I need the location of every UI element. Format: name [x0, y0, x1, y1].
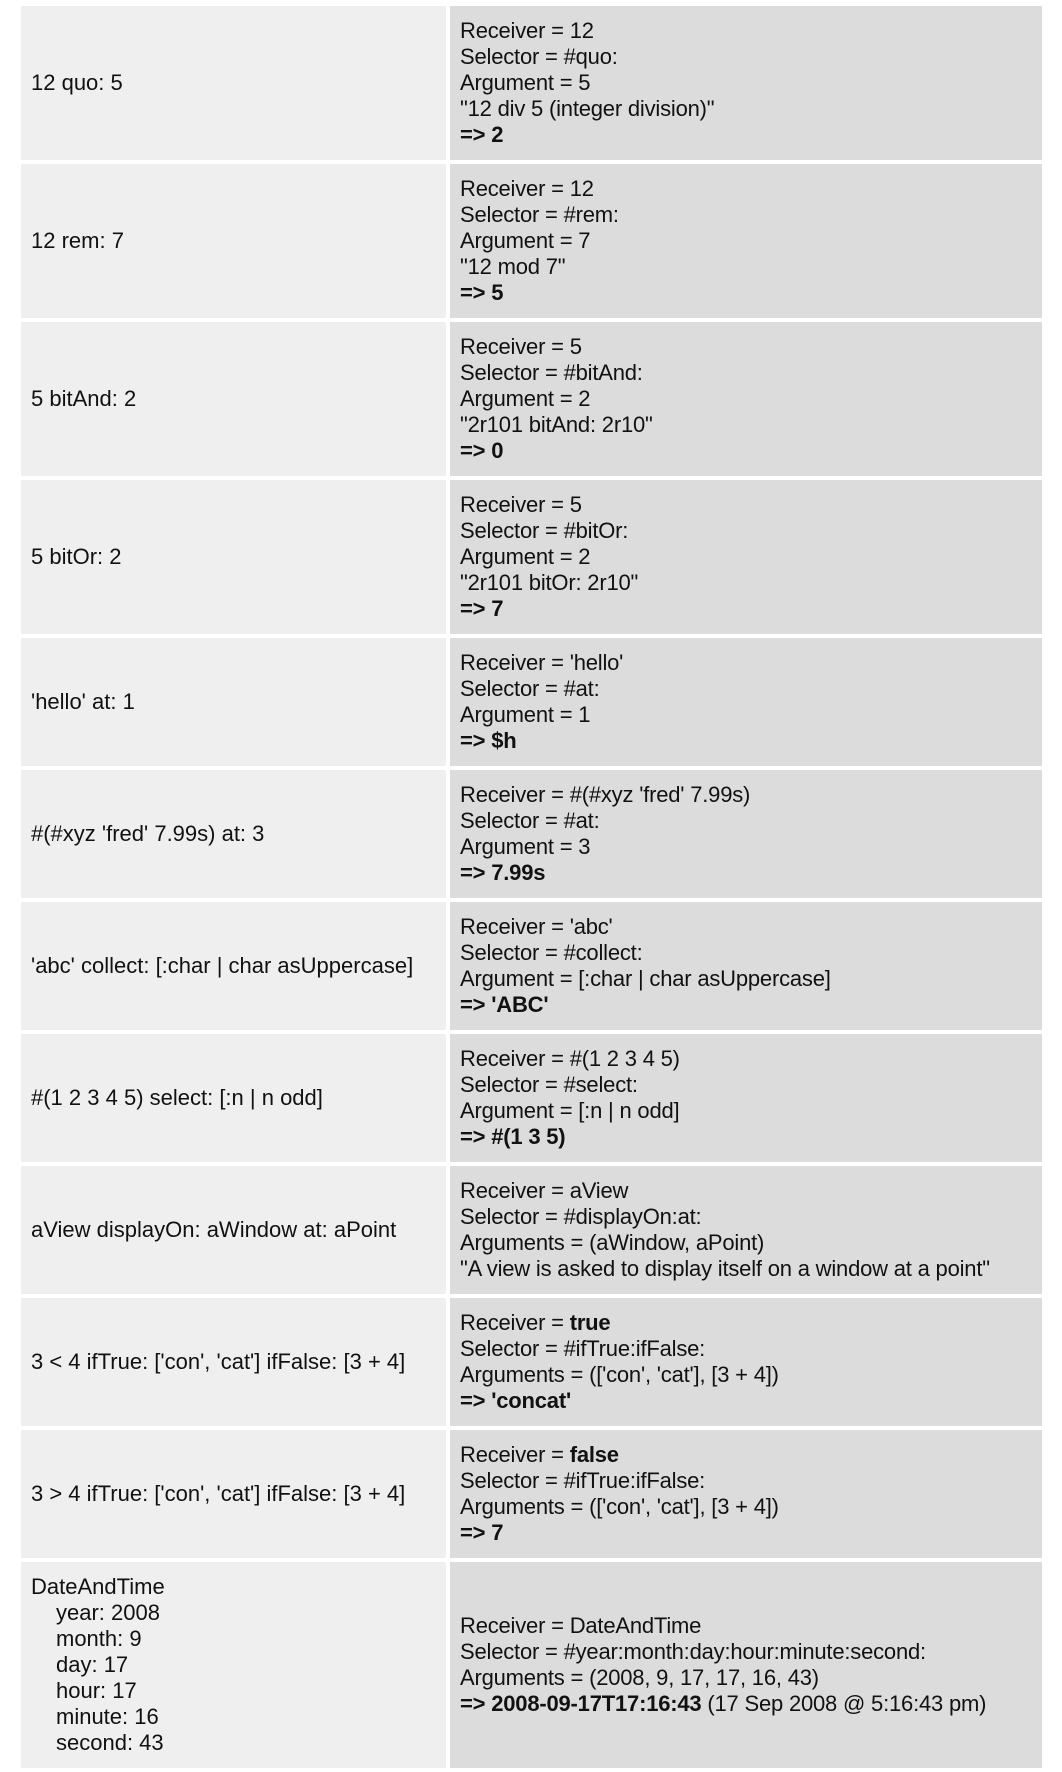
receiver-value: 'hello' — [569, 650, 624, 675]
expression-line: 3 > 4 ifTrue: ['con', 'cat'] ifFalse: [3 + 4] — [31, 1481, 406, 1506]
result-prefix: => — [460, 1691, 492, 1716]
argument-line — [460, 1098, 1032, 1124]
expression-cell — [21, 902, 446, 1030]
comment-text: "2r101 bitOr: 2r10" — [460, 570, 639, 595]
receiver-label: Receiver = — [460, 914, 570, 939]
table-row — [21, 480, 1042, 634]
table-row — [21, 6, 1042, 160]
argument-line — [460, 834, 1032, 860]
message-detail-cell — [450, 1562, 1042, 1768]
expression-cell — [21, 480, 446, 634]
argument-line — [460, 1494, 1032, 1520]
selector-value: #quo: — [563, 44, 618, 69]
argument-label: Argument = — [460, 966, 579, 991]
argument-value: (2008, 9, 17, 17, 16, 43) — [589, 1665, 819, 1690]
receiver-value: true — [569, 1310, 611, 1335]
result-prefix: => — [460, 992, 492, 1017]
expression-cell — [21, 638, 446, 766]
receiver-label: Receiver = — [460, 1178, 570, 1203]
argument-line — [460, 228, 1032, 254]
selector-label: Selector = — [460, 808, 564, 833]
expression-cell — [21, 770, 446, 898]
result-value: 2008-09-17T17:16:43 — [491, 1691, 702, 1716]
result-note: (17 Sep 2008 @ 5:16:43 pm) — [701, 1691, 987, 1716]
expression-line: 3 < 4 ifTrue: ['con', 'cat'] ifFalse: [3 + 4] — [31, 1349, 406, 1374]
argument-value: 2 — [578, 544, 591, 569]
selector-value: #ifTrue:ifFalse: — [563, 1468, 706, 1493]
selector-line — [460, 1204, 1032, 1230]
receiver-value: #(#xyz 'fred' 7.99s) — [569, 782, 751, 807]
selector-line — [460, 202, 1032, 228]
selector-value: #at: — [563, 808, 600, 833]
result-prefix: => — [460, 1124, 492, 1149]
expression-line: #(#xyz 'fred' 7.99s) at: 3 — [31, 821, 265, 846]
expression-line: 12 rem: 7 — [31, 228, 124, 253]
expression-line: day: 17 — [56, 1652, 129, 1677]
receiver-value: 12 — [569, 176, 594, 201]
result-line — [460, 596, 1032, 622]
argument-label: Argument = — [460, 228, 579, 253]
result-value: 'concat' — [491, 1388, 571, 1413]
selector-label: Selector = — [460, 1204, 564, 1229]
selector-line — [460, 676, 1032, 702]
comment-text: "2r101 bitAnd: 2r10" — [460, 412, 653, 437]
receiver-label: Receiver = — [460, 334, 570, 359]
table-row — [21, 1298, 1042, 1426]
result-line — [460, 992, 1032, 1018]
argument-label: Arguments = — [460, 1362, 590, 1387]
selector-line — [460, 808, 1032, 834]
expression-line: month: 9 — [56, 1626, 142, 1651]
result-value: 5 — [491, 280, 504, 305]
expression-cell — [21, 1562, 446, 1768]
argument-line — [460, 1362, 1032, 1388]
result-value: 'ABC' — [491, 992, 549, 1017]
selector-value: #rem: — [563, 202, 619, 227]
result-prefix: => — [460, 1520, 492, 1545]
selector-label: Selector = — [460, 940, 564, 965]
selector-label: Selector = — [460, 202, 564, 227]
receiver-value: 'abc' — [569, 914, 613, 939]
receiver-value: 5 — [569, 492, 582, 517]
message-detail-cell — [450, 1298, 1042, 1426]
receiver-label: Receiver = — [460, 1046, 570, 1071]
selector-value: #year:month:day:hour:minute:second: — [563, 1639, 926, 1664]
selector-line — [460, 518, 1032, 544]
comment-line — [460, 254, 1032, 280]
receiver-line — [460, 782, 1032, 808]
argument-label: Argument = — [460, 1098, 579, 1123]
message-detail-cell — [450, 6, 1042, 160]
selector-value: #ifTrue:ifFalse: — [563, 1336, 706, 1361]
table-row — [21, 638, 1042, 766]
result-prefix: => — [460, 1388, 492, 1413]
selector-label: Selector = — [460, 1072, 564, 1097]
receiver-value: false — [569, 1442, 619, 1467]
expression-line: 'abc' collect: [:char | char asUppercase] — [31, 953, 414, 978]
receiver-label: Receiver = — [460, 1310, 570, 1335]
expression-line: 'hello' at: 1 — [31, 689, 135, 714]
receiver-line — [460, 492, 1032, 518]
receiver-value: #(1 2 3 4 5) — [569, 1046, 680, 1071]
message-detail-cell — [450, 770, 1042, 898]
comment-text: "12 div 5 (integer division)" — [460, 96, 715, 121]
argument-line — [460, 386, 1032, 412]
receiver-value: 12 — [569, 18, 594, 43]
result-prefix: => — [460, 860, 492, 885]
selector-line — [460, 1468, 1032, 1494]
message-detail-cell — [450, 902, 1042, 1030]
receiver-value: aView — [569, 1178, 629, 1203]
result-line — [460, 280, 1032, 306]
argument-value: [:n | n odd] — [578, 1098, 680, 1123]
selector-line — [460, 1336, 1032, 1362]
argument-value: (['con', 'cat'], [3 + 4]) — [589, 1494, 779, 1519]
result-prefix: => — [460, 596, 492, 621]
argument-line — [460, 544, 1032, 570]
receiver-line — [460, 18, 1032, 44]
receiver-label: Receiver = — [460, 492, 570, 517]
expression-line: 5 bitAnd: 2 — [31, 386, 137, 411]
receiver-label: Receiver = — [460, 782, 570, 807]
expression-cell — [21, 164, 446, 318]
selector-value: #bitOr: — [563, 518, 629, 543]
expression-cell — [21, 1166, 446, 1294]
receiver-line — [460, 334, 1032, 360]
receiver-line — [460, 914, 1032, 940]
expression-line: hour: 17 — [56, 1678, 137, 1703]
argument-value: 3 — [578, 834, 591, 859]
table-row — [21, 1430, 1042, 1558]
selector-label: Selector = — [460, 360, 564, 385]
receiver-value: DateAndTime — [569, 1613, 702, 1638]
argument-label: Arguments = — [460, 1494, 590, 1519]
expression-line: 12 quo: 5 — [31, 70, 123, 95]
message-table-body — [21, 6, 1042, 1768]
selector-line — [460, 44, 1032, 70]
argument-line — [460, 1230, 1032, 1256]
result-line — [460, 438, 1032, 464]
receiver-label: Receiver = — [460, 1442, 570, 1467]
message-detail-cell — [450, 1430, 1042, 1558]
result-value: $h — [491, 728, 517, 753]
selector-line — [460, 1639, 1032, 1665]
expression-line: year: 2008 — [56, 1600, 160, 1625]
argument-line — [460, 70, 1032, 96]
argument-value: 5 — [578, 70, 591, 95]
message-detail-cell — [450, 638, 1042, 766]
selector-value: #at: — [563, 676, 600, 701]
message-detail-cell — [450, 1034, 1042, 1162]
receiver-label: Receiver = — [460, 18, 570, 43]
argument-label: Argument = — [460, 386, 579, 411]
receiver-label: Receiver = — [460, 1613, 570, 1638]
selector-value: #collect: — [563, 940, 643, 965]
comment-text: "12 mod 7" — [460, 254, 566, 279]
argument-label: Arguments = — [460, 1665, 590, 1690]
expression-line: #(1 2 3 4 5) select: [:n | n odd] — [31, 1085, 323, 1110]
table-row — [21, 1562, 1042, 1768]
result-value: 7 — [491, 596, 504, 621]
message-table — [17, 2, 1046, 1772]
receiver-line — [460, 1310, 1032, 1336]
argument-line — [460, 702, 1032, 728]
expression-cell — [21, 1034, 446, 1162]
result-prefix: => — [460, 438, 492, 463]
table-row — [21, 322, 1042, 476]
argument-line — [460, 1665, 1032, 1691]
expression-cell — [21, 1430, 446, 1558]
selector-label: Selector = — [460, 1639, 564, 1664]
expression-line: aView displayOn: aWindow at: aPoint — [31, 1217, 397, 1242]
argument-line — [460, 966, 1032, 992]
result-line — [460, 122, 1032, 148]
argument-value: [:char | char asUppercase] — [578, 966, 831, 991]
expression-cell — [21, 6, 446, 160]
result-prefix: => — [460, 728, 492, 753]
comment-line — [460, 570, 1032, 596]
expression-line: minute: 16 — [56, 1704, 159, 1729]
table-row — [21, 770, 1042, 898]
table-row — [21, 902, 1042, 1030]
selector-label: Selector = — [460, 44, 564, 69]
result-line — [460, 1388, 1032, 1414]
argument-value: (aWindow, aPoint) — [589, 1230, 765, 1255]
expression-cell — [21, 322, 446, 476]
expression-line: second: 43 — [56, 1730, 164, 1755]
argument-label: Argument = — [460, 702, 579, 727]
table-row — [21, 1034, 1042, 1162]
receiver-value: 5 — [569, 334, 582, 359]
selector-label: Selector = — [460, 1468, 564, 1493]
receiver-line — [460, 1046, 1032, 1072]
expression-cell — [21, 1298, 446, 1426]
result-line — [460, 1124, 1032, 1150]
receiver-label: Receiver = — [460, 176, 570, 201]
expression-line: DateAndTime — [31, 1574, 165, 1599]
table-row — [21, 1166, 1042, 1294]
result-value: #(1 3 5) — [491, 1124, 566, 1149]
comment-line — [460, 412, 1032, 438]
selector-line — [460, 360, 1032, 386]
comment-text: "A view is asked to display itself on a window at a point" — [460, 1256, 990, 1281]
result-line — [460, 728, 1032, 754]
argument-label: Arguments = — [460, 1230, 590, 1255]
comment-line — [460, 1256, 1032, 1282]
message-detail-cell — [450, 164, 1042, 318]
selector-value: #select: — [563, 1072, 638, 1097]
expression-line: 5 bitOr: 2 — [31, 544, 122, 569]
result-value: 2 — [491, 122, 504, 147]
selector-line — [460, 940, 1032, 966]
argument-value: 7 — [578, 228, 591, 253]
receiver-line — [460, 650, 1032, 676]
selector-label: Selector = — [460, 676, 564, 701]
message-detail-cell — [450, 480, 1042, 634]
selector-label: Selector = — [460, 1336, 564, 1361]
result-line — [460, 860, 1032, 886]
argument-value: 2 — [578, 386, 591, 411]
receiver-label: Receiver = — [460, 650, 570, 675]
selector-label: Selector = — [460, 518, 564, 543]
result-value: 7 — [491, 1520, 504, 1545]
message-detail-cell — [450, 1166, 1042, 1294]
receiver-line — [460, 1442, 1032, 1468]
argument-label: Argument = — [460, 544, 579, 569]
receiver-line — [460, 1613, 1032, 1639]
message-detail-cell — [450, 322, 1042, 476]
receiver-line — [460, 1178, 1032, 1204]
result-line — [460, 1520, 1032, 1546]
result-line — [460, 1691, 1032, 1717]
selector-value: #displayOn:at: — [563, 1204, 702, 1229]
argument-value: (['con', 'cat'], [3 + 4]) — [589, 1362, 779, 1387]
argument-label: Argument = — [460, 70, 579, 95]
selector-value: #bitAnd: — [563, 360, 643, 385]
result-prefix: => — [460, 122, 492, 147]
result-value: 0 — [491, 438, 504, 463]
receiver-line — [460, 176, 1032, 202]
table-row — [21, 164, 1042, 318]
result-prefix: => — [460, 280, 492, 305]
selector-line — [460, 1072, 1032, 1098]
comment-line — [460, 96, 1032, 122]
argument-value: 1 — [578, 702, 591, 727]
result-value: 7.99s — [491, 860, 546, 885]
argument-label: Argument = — [460, 834, 579, 859]
